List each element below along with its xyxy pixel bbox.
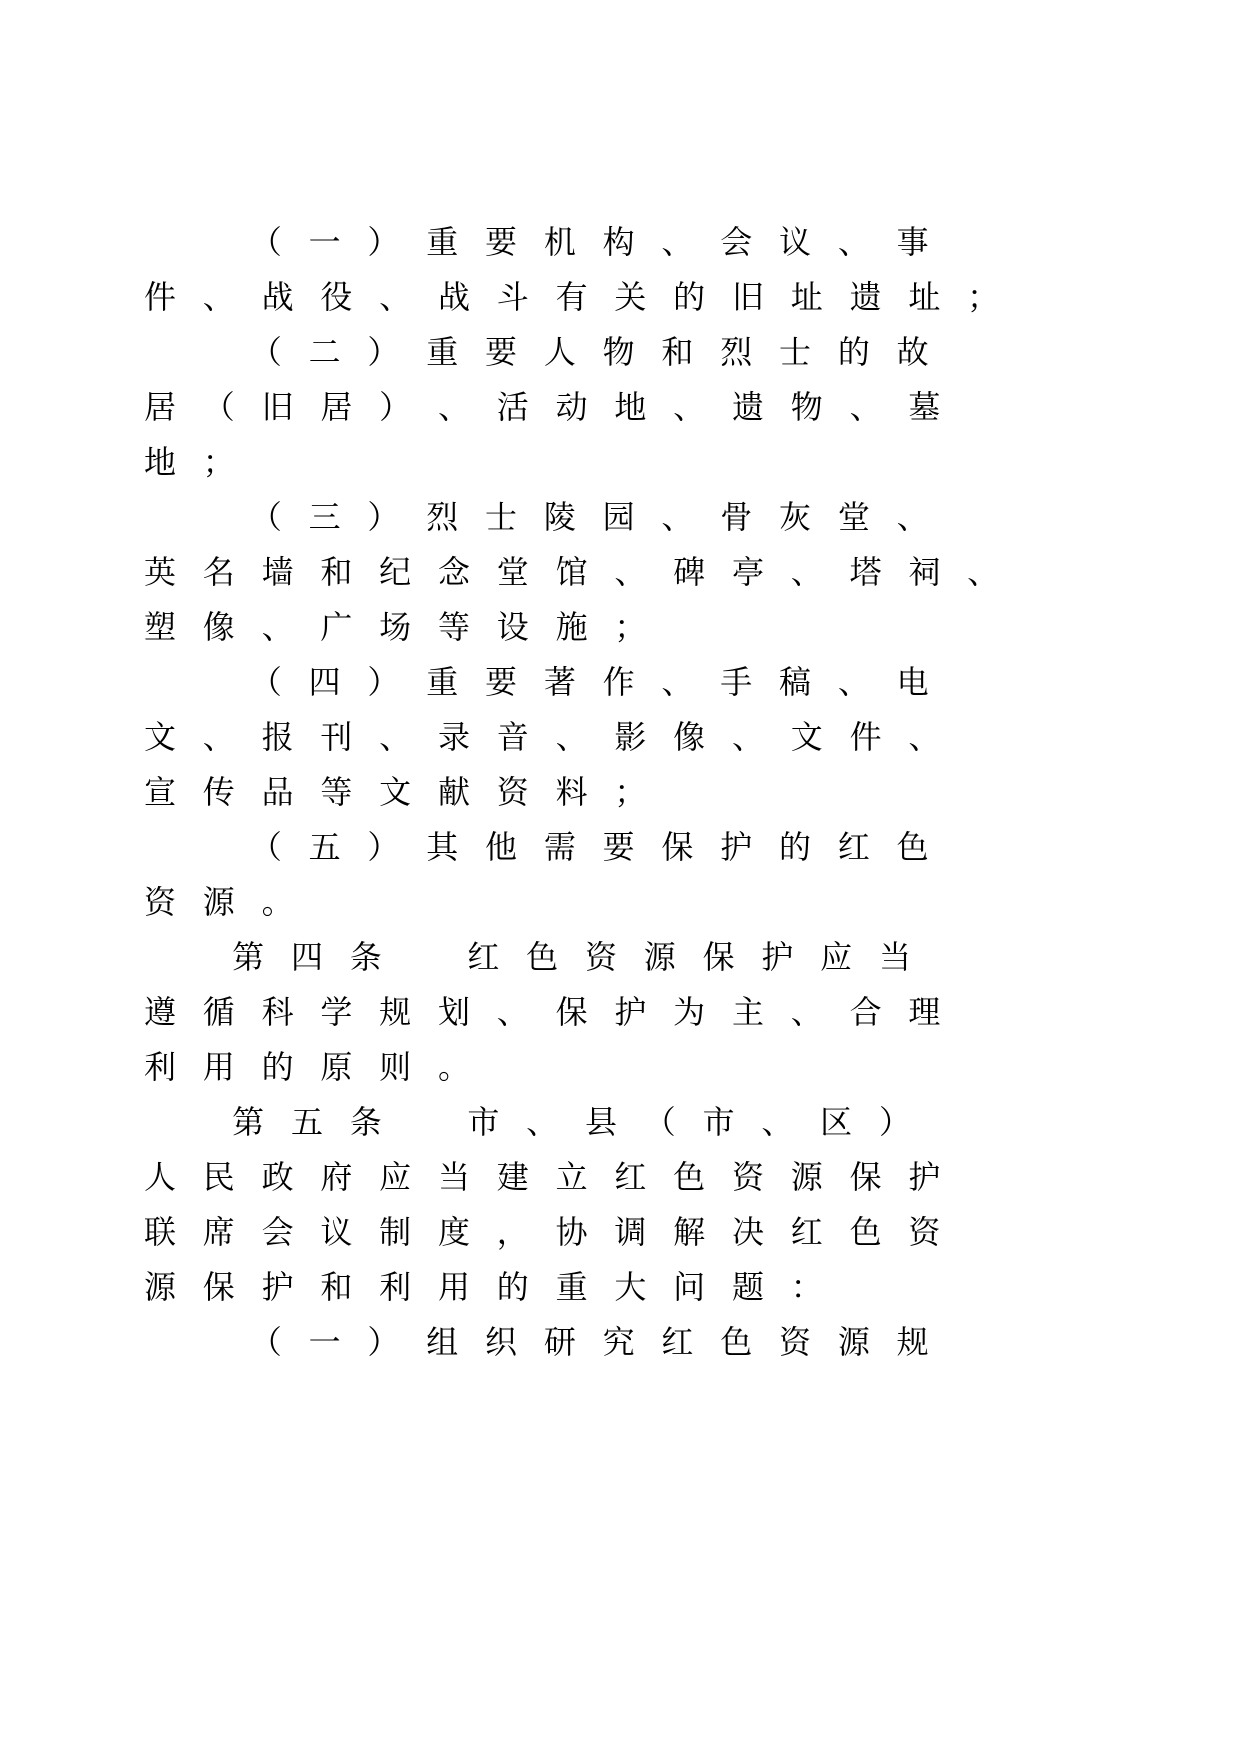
char: 学 bbox=[320, 993, 353, 1031]
char: 纪 bbox=[379, 553, 412, 591]
char: 、 bbox=[837, 663, 870, 701]
char: 动 bbox=[555, 388, 588, 426]
char: ） bbox=[367, 663, 400, 701]
char: 件 bbox=[849, 718, 882, 756]
line-16 bbox=[0, 1047, 1240, 1109]
char: 、 bbox=[837, 223, 870, 261]
char: 、 bbox=[790, 993, 823, 1031]
char: 第 bbox=[232, 1103, 265, 1141]
char: 遗 bbox=[849, 278, 882, 316]
line-20 bbox=[0, 1267, 1240, 1329]
line-13 bbox=[0, 882, 1240, 944]
char: ； bbox=[202, 443, 235, 481]
char: 手 bbox=[720, 663, 753, 701]
char: 旧 bbox=[731, 278, 764, 316]
char: 重 bbox=[426, 333, 459, 371]
char: 资 bbox=[779, 1323, 812, 1361]
char: 稿 bbox=[779, 663, 812, 701]
line-2 bbox=[0, 277, 1240, 339]
char: 重 bbox=[555, 1268, 588, 1306]
char: ： bbox=[790, 1268, 823, 1306]
char: 、 bbox=[437, 388, 470, 426]
char: 役 bbox=[320, 278, 353, 316]
char: 要 bbox=[485, 333, 518, 371]
char: 色 bbox=[896, 828, 929, 866]
line-21 bbox=[0, 1322, 1240, 1384]
char: 墙 bbox=[261, 553, 294, 591]
char: ） bbox=[367, 223, 400, 261]
char: 塔 bbox=[849, 553, 882, 591]
char: 、 bbox=[379, 278, 412, 316]
char: 传 bbox=[202, 773, 235, 811]
char: 作 bbox=[602, 663, 635, 701]
char: （ bbox=[249, 663, 282, 701]
char: 建 bbox=[496, 1158, 529, 1196]
char: 科 bbox=[261, 993, 294, 1031]
char: 保 bbox=[702, 938, 735, 976]
char: 人 bbox=[143, 1158, 176, 1196]
char: 陵 bbox=[543, 498, 576, 536]
char: 、 bbox=[496, 993, 529, 1031]
char: 、 bbox=[761, 1103, 794, 1141]
char: 碑 bbox=[673, 553, 706, 591]
char: 为 bbox=[673, 993, 706, 1031]
char: 研 bbox=[543, 1323, 576, 1361]
char: ） bbox=[878, 1103, 911, 1141]
char: 条 bbox=[349, 1103, 382, 1141]
char: 合 bbox=[849, 993, 882, 1031]
char: 、 bbox=[967, 553, 1000, 591]
char: 解 bbox=[673, 1213, 706, 1251]
char: 当 bbox=[437, 1158, 470, 1196]
char: 红 bbox=[837, 828, 870, 866]
char: 、 bbox=[896, 498, 929, 536]
char: 政 bbox=[261, 1158, 294, 1196]
char: 机 bbox=[543, 223, 576, 261]
line-3 bbox=[0, 332, 1240, 394]
char: 用 bbox=[202, 1048, 235, 1086]
char: 士 bbox=[485, 498, 518, 536]
char: ） bbox=[379, 388, 412, 426]
char: 和 bbox=[320, 553, 353, 591]
char: 色 bbox=[526, 938, 559, 976]
line-17 bbox=[0, 1102, 1240, 1164]
char: 的 bbox=[837, 333, 870, 371]
char: 他 bbox=[485, 828, 518, 866]
char: 其 bbox=[426, 828, 459, 866]
char: 资 bbox=[731, 1158, 764, 1196]
char: 的 bbox=[673, 278, 706, 316]
char: 色 bbox=[673, 1158, 706, 1196]
char: 斗 bbox=[496, 278, 529, 316]
char: 五 bbox=[290, 1103, 323, 1141]
char: ） bbox=[367, 333, 400, 371]
char: 、 bbox=[849, 388, 882, 426]
char: ； bbox=[614, 773, 647, 811]
char: 址 bbox=[790, 278, 823, 316]
char: 五 bbox=[308, 828, 341, 866]
char: 战 bbox=[261, 278, 294, 316]
char: 音 bbox=[496, 718, 529, 756]
char: 保 bbox=[661, 828, 694, 866]
char: 、 bbox=[526, 1103, 559, 1141]
char: 、 bbox=[661, 498, 694, 536]
char: 会 bbox=[720, 223, 753, 261]
char: 遗 bbox=[731, 388, 764, 426]
char: 影 bbox=[614, 718, 647, 756]
char: 资 bbox=[584, 938, 617, 976]
char: 红 bbox=[661, 1323, 694, 1361]
char: 、 bbox=[908, 718, 941, 756]
char: ） bbox=[367, 828, 400, 866]
char: 园 bbox=[602, 498, 635, 536]
char: （ bbox=[643, 1103, 676, 1141]
char: 堂 bbox=[837, 498, 870, 536]
char: 像 bbox=[202, 608, 235, 646]
char: 红 bbox=[614, 1158, 647, 1196]
char: 的 bbox=[779, 828, 812, 866]
char: 协 bbox=[555, 1213, 588, 1251]
char: 民 bbox=[202, 1158, 235, 1196]
char: 设 bbox=[496, 608, 529, 646]
char: 、 bbox=[731, 718, 764, 756]
char: 有 bbox=[555, 278, 588, 316]
line-1 bbox=[0, 222, 1240, 284]
char: 人 bbox=[543, 333, 576, 371]
char: 居 bbox=[320, 388, 353, 426]
char: 刊 bbox=[320, 718, 353, 756]
char: 原 bbox=[320, 1048, 353, 1086]
char: （ bbox=[249, 333, 282, 371]
char: 织 bbox=[485, 1323, 518, 1361]
char: 宣 bbox=[143, 773, 176, 811]
char: 烈 bbox=[426, 498, 459, 536]
line-8 bbox=[0, 607, 1240, 669]
char: 题 bbox=[731, 1268, 764, 1306]
char: ， bbox=[496, 1213, 529, 1251]
char: 第 bbox=[232, 938, 265, 976]
char: 文 bbox=[790, 718, 823, 756]
char: 组 bbox=[426, 1323, 459, 1361]
line-7 bbox=[0, 552, 1240, 614]
char: 录 bbox=[437, 718, 470, 756]
char: （ bbox=[249, 498, 282, 536]
line-19 bbox=[0, 1212, 1240, 1274]
char: 料 bbox=[555, 773, 588, 811]
char: 件 bbox=[143, 278, 176, 316]
char: 、 bbox=[202, 278, 235, 316]
char: 源 bbox=[643, 938, 676, 976]
char: 四 bbox=[290, 938, 323, 976]
char: 士 bbox=[779, 333, 812, 371]
char: 议 bbox=[320, 1213, 353, 1251]
char: 联 bbox=[143, 1213, 176, 1251]
char: 献 bbox=[437, 773, 470, 811]
char: 资 bbox=[496, 773, 529, 811]
char: 塑 bbox=[143, 608, 176, 646]
char: 故 bbox=[896, 333, 929, 371]
char: 度 bbox=[437, 1213, 470, 1251]
char: 护 bbox=[614, 993, 647, 1031]
char: 决 bbox=[731, 1213, 764, 1251]
char: 关 bbox=[614, 278, 647, 316]
char: 需 bbox=[543, 828, 576, 866]
char: 划 bbox=[437, 993, 470, 1031]
char: 和 bbox=[320, 1268, 353, 1306]
char: 一 bbox=[308, 223, 341, 261]
char: 当 bbox=[878, 938, 911, 976]
char: 、 bbox=[261, 608, 294, 646]
char: 、 bbox=[614, 553, 647, 591]
char: 立 bbox=[555, 1158, 588, 1196]
char: （ bbox=[249, 828, 282, 866]
char: 四 bbox=[308, 663, 341, 701]
char: 名 bbox=[202, 553, 235, 591]
char: 和 bbox=[661, 333, 694, 371]
char: 亭 bbox=[731, 553, 764, 591]
char: 念 bbox=[437, 553, 470, 591]
char: 源 bbox=[837, 1323, 870, 1361]
char: 、 bbox=[790, 553, 823, 591]
char: 主 bbox=[731, 993, 764, 1031]
char: 应 bbox=[820, 938, 853, 976]
char: 墓 bbox=[908, 388, 941, 426]
char: 战 bbox=[437, 278, 470, 316]
char: 施 bbox=[555, 608, 588, 646]
char: 规 bbox=[379, 993, 412, 1031]
line-10 bbox=[0, 717, 1240, 779]
char: 。 bbox=[437, 1048, 470, 1086]
char: 保 bbox=[202, 1268, 235, 1306]
char: ） bbox=[367, 1323, 400, 1361]
char: 、 bbox=[661, 663, 694, 701]
char: 馆 bbox=[555, 553, 588, 591]
char: 、 bbox=[555, 718, 588, 756]
char: 制 bbox=[379, 1213, 412, 1251]
char: （ bbox=[249, 1323, 282, 1361]
char: 电 bbox=[896, 663, 929, 701]
char: 报 bbox=[261, 718, 294, 756]
char: 利 bbox=[143, 1048, 176, 1086]
char: 要 bbox=[602, 828, 635, 866]
char: 二 bbox=[308, 333, 341, 371]
char: 地 bbox=[143, 443, 176, 481]
char: 源 bbox=[790, 1158, 823, 1196]
char: 色 bbox=[849, 1213, 882, 1251]
char: 活 bbox=[496, 388, 529, 426]
char: （ bbox=[202, 388, 235, 426]
char: （ bbox=[249, 223, 282, 261]
char: 循 bbox=[202, 993, 235, 1031]
line-5 bbox=[0, 442, 1240, 504]
char: 、 bbox=[379, 718, 412, 756]
char: 利 bbox=[379, 1268, 412, 1306]
char: 灰 bbox=[779, 498, 812, 536]
char: 文 bbox=[143, 718, 176, 756]
char: 源 bbox=[143, 1268, 176, 1306]
char: 等 bbox=[437, 608, 470, 646]
char: 护 bbox=[720, 828, 753, 866]
line-12 bbox=[0, 827, 1240, 889]
char: 像 bbox=[673, 718, 706, 756]
char: 事 bbox=[896, 223, 929, 261]
line-15 bbox=[0, 992, 1240, 1054]
char: 址 bbox=[908, 278, 941, 316]
char: 要 bbox=[485, 223, 518, 261]
char: 一 bbox=[308, 1323, 341, 1361]
char: 区 bbox=[820, 1103, 853, 1141]
char: 重 bbox=[426, 223, 459, 261]
char: 市 bbox=[467, 1103, 500, 1141]
char: 烈 bbox=[720, 333, 753, 371]
char: 源 bbox=[202, 883, 235, 921]
char: 议 bbox=[779, 223, 812, 261]
line-14 bbox=[0, 937, 1240, 999]
char: 则 bbox=[379, 1048, 412, 1086]
char: 保 bbox=[555, 993, 588, 1031]
char: 红 bbox=[790, 1213, 823, 1251]
char: ） bbox=[367, 498, 400, 536]
char: 旧 bbox=[261, 388, 294, 426]
char: 理 bbox=[908, 993, 941, 1031]
char: 堂 bbox=[496, 553, 529, 591]
char: 县 bbox=[584, 1103, 617, 1141]
char: 骨 bbox=[720, 498, 753, 536]
char: 物 bbox=[790, 388, 823, 426]
char: 资 bbox=[908, 1213, 941, 1251]
char: 重 bbox=[426, 663, 459, 701]
char: 祠 bbox=[908, 553, 941, 591]
char: 规 bbox=[896, 1323, 929, 1361]
char: 府 bbox=[320, 1158, 353, 1196]
char: 。 bbox=[261, 883, 294, 921]
char: 遵 bbox=[143, 993, 176, 1031]
char: 构 bbox=[602, 223, 635, 261]
char: 条 bbox=[349, 938, 382, 976]
char: 调 bbox=[614, 1213, 647, 1251]
char: 著 bbox=[543, 663, 576, 701]
char: 究 bbox=[602, 1323, 635, 1361]
char: 席 bbox=[202, 1213, 235, 1251]
line-6 bbox=[0, 497, 1240, 559]
char: 的 bbox=[261, 1048, 294, 1086]
char: 、 bbox=[202, 718, 235, 756]
char: 广 bbox=[320, 608, 353, 646]
char: 要 bbox=[485, 663, 518, 701]
char: 品 bbox=[261, 773, 294, 811]
line-11 bbox=[0, 772, 1240, 834]
char: 护 bbox=[761, 938, 794, 976]
line-4 bbox=[0, 387, 1240, 449]
char: ； bbox=[614, 608, 647, 646]
line-9 bbox=[0, 662, 1240, 724]
char: 会 bbox=[261, 1213, 294, 1251]
char: ； bbox=[967, 278, 1000, 316]
char: 、 bbox=[673, 388, 706, 426]
char: 保 bbox=[849, 1158, 882, 1196]
char: 三 bbox=[308, 498, 341, 536]
char: 色 bbox=[720, 1323, 753, 1361]
char: 、 bbox=[661, 223, 694, 261]
char: 等 bbox=[320, 773, 353, 811]
char: 文 bbox=[379, 773, 412, 811]
char: 用 bbox=[437, 1268, 470, 1306]
char: 的 bbox=[496, 1268, 529, 1306]
char: 地 bbox=[614, 388, 647, 426]
char: 场 bbox=[379, 608, 412, 646]
char: 市 bbox=[702, 1103, 735, 1141]
char: 英 bbox=[143, 553, 176, 591]
char: 护 bbox=[908, 1158, 941, 1196]
char: 护 bbox=[261, 1268, 294, 1306]
char: 资 bbox=[143, 883, 176, 921]
char: 大 bbox=[614, 1268, 647, 1306]
char: 问 bbox=[673, 1268, 706, 1306]
line-18 bbox=[0, 1157, 1240, 1219]
char: 物 bbox=[602, 333, 635, 371]
char: 居 bbox=[143, 388, 176, 426]
char: 红 bbox=[467, 938, 500, 976]
char: 应 bbox=[379, 1158, 412, 1196]
